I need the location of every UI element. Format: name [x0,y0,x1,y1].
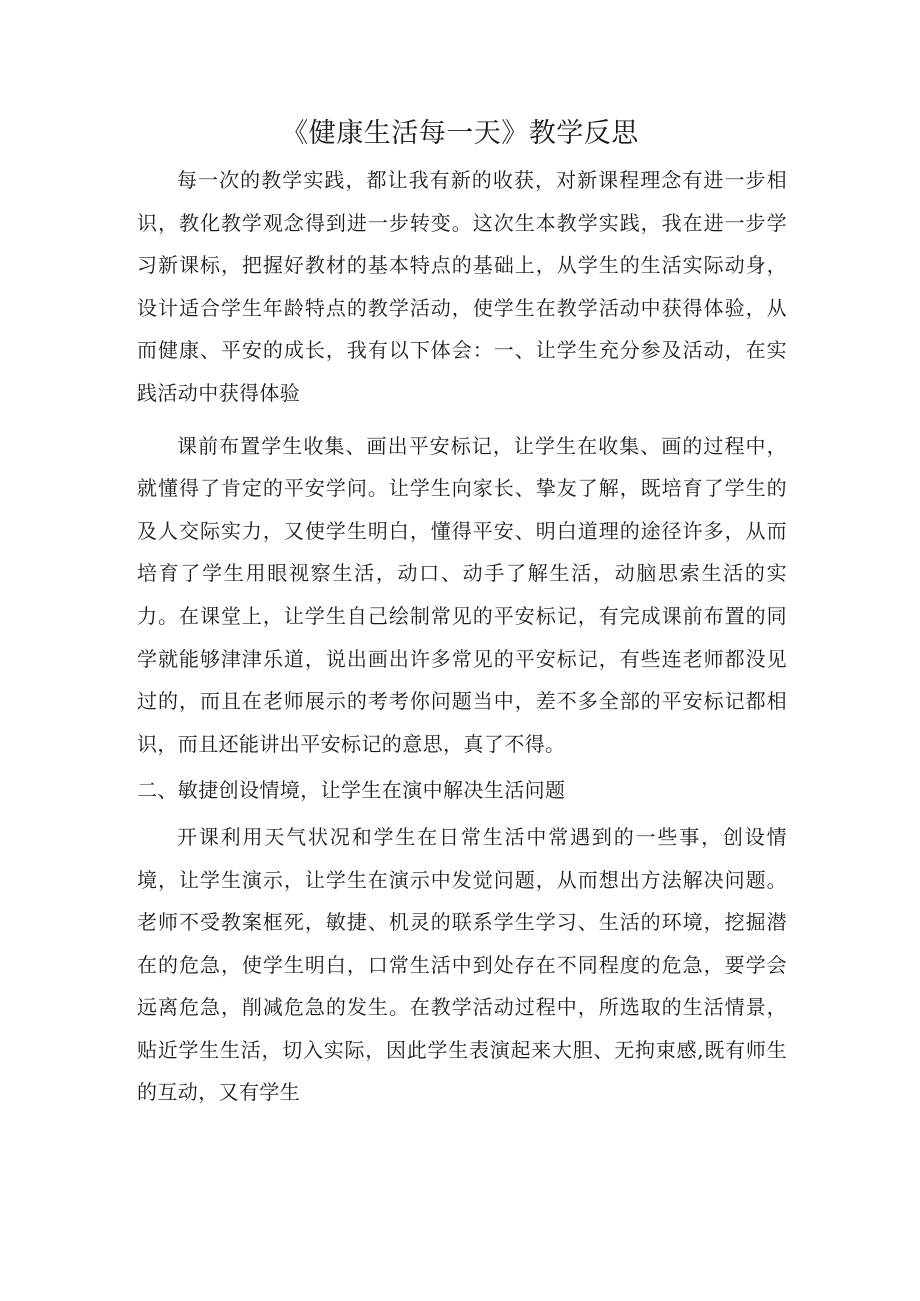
paragraph-intro: 每一次的教学实践，都让我有新的收获，对新课程理念有进一步相识，教化教学观念得到进一步转变。这次生本教学实践，我在进一步学习新课标，把握好教材的基本特点的基础上，从学生的生活实际动身，设计适合学生年龄特点的教学活动，使学生在教学活动中获得体验，从而健康、平安的成长，我有以下体会：一、让学生充分参及活动，在实践活动中获得体验 [137,168,787,405]
section-heading-two: 二、敏捷创设情境，让学生在演中解决生活问题 [137,778,566,803]
document-title: 《健康生活每一天》教学反思 [281,118,639,149]
paragraph-safety-signs: 课前布置学生收集、画出平安标记，让学生在收集、画的过程中，就懂得了肯定的平安学问。让学生向家长、挚友了解，既培育了学生的及人交际实力，又使学生明白，懂得平安、明白道理的途径许多，从而培育了学生用眼视察生活，动口、动手了解生活，动脑思索生活的实力。在课堂上，让学生自己绘制常见的平安标记，有完成课前布置的同学就能够津津乐道，说出画出许多常见的平安标记，有些连老师都没见过的，而且在老师展示的考考你问题当中，差不多全部的平安标记都相识，而且还能讲出平安标记的意思，真了不得。 [137,433,787,756]
document-body [137,159,787,1114]
paragraph-scenario: 开课利用天气状况和学生在日常生活中常遇到的一些事，创设情境，让学生演示，让学生在演示中发觉问题，从而想出方法解决问题。老师不受教案框死，敏捷、机灵的联系学生学习、生活的环境，挖掘潜在的危急，使学生明白，口常生活中到处存在不同程度的危急，要学会远离危急，削减危急的发生。在教学活动过程中，所选取的生活情景，贴近学生生活，切入实际，因此学生表演起来大胆、无拘束感,既有师生的互动，又有学生 [137,824,787,1105]
